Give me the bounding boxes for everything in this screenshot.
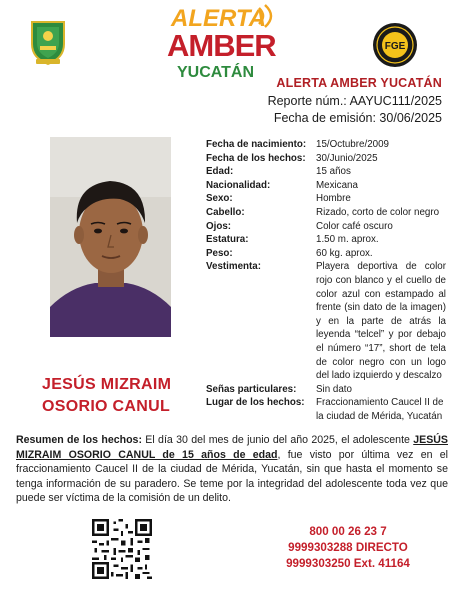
field-event-date: [206, 152, 446, 166]
person-name-line1: JESÚS MIZRAIM: [42, 376, 172, 393]
logo-amber-text: AMBER: [167, 28, 276, 63]
field-location: [206, 396, 446, 423]
field-value: 15 años: [316, 166, 351, 178]
summary-text-b: , fue visto por última vez en el fraccionamiento Caucel II de la ciudad de Mérida, Yucatán, sin que hasta el momento se tenga información de su paradero. Se teme por la integridad del adolescente toda vez que puede ser víctima de la comisión de un delito.: [16, 448, 448, 505]
field-label: Lugar de los hechos:: [206, 397, 305, 409]
field-label: Fecha de los hechos:: [206, 152, 306, 164]
alert-title: ALERTA AMBER YUCATÁN: [276, 76, 442, 90]
field-value: Fraccionamiento Caucel II de la ciudad de Mérida, Yucatán: [316, 397, 444, 422]
field-value: Playera deportiva de color rojo con blanco y el cuello de color azul con estampado al frente (sin dato de la imagen) y en la parte de atrás la leyenda “telcel” y por debajo el número “17”, short de tela de color negro con un logo del lado izquierdo y descalzo: [316, 261, 446, 382]
yucatan-shield-icon: [28, 18, 68, 66]
field-eyes: [206, 220, 446, 234]
missing-person-photo: [50, 137, 171, 337]
field-value: 1.50 m. aprox.: [316, 234, 379, 246]
field-value: 30/Junio/2025: [316, 152, 378, 164]
summary-text-a: El día 30 del mes de junio del año 2025, el adolescente: [141, 434, 414, 446]
fge-seal-icon: [372, 22, 418, 68]
phone-extension[interactable]: 9999303250 Ext. 41164: [286, 557, 410, 570]
field-birthdate: [206, 138, 446, 152]
field-nationality: [206, 179, 446, 193]
report-number: Reporte núm.: AAYUC111/2025: [267, 94, 442, 108]
field-weight: [206, 247, 446, 261]
field-label: Sexo:: [206, 193, 233, 205]
phone-toll-free[interactable]: 800 00 26 23 7: [309, 525, 387, 538]
person-details: [206, 138, 446, 423]
event-summary: [16, 433, 448, 506]
field-age: [206, 165, 446, 179]
field-hair: [206, 206, 446, 220]
portrait-icon: [50, 137, 171, 337]
field-value: Rizado, corto de color negro: [316, 206, 440, 218]
field-label: Vestimenta:: [206, 261, 261, 273]
field-value: 60 kg. aprox.: [316, 247, 373, 259]
field-label: Peso:: [206, 247, 233, 259]
field-value: Mexicana: [316, 179, 358, 191]
field-value: Hombre: [316, 193, 351, 205]
logo-region-text: YUCATÁN: [177, 64, 255, 81]
field-label: Edad:: [206, 166, 234, 178]
field-height: [206, 233, 446, 247]
field-label: Señas particulares:: [206, 383, 297, 395]
field-label: Estatura:: [206, 234, 249, 246]
field-value: Color café oscuro: [316, 220, 393, 232]
logo-alerta-text: ALERTA: [171, 5, 267, 32]
contact-phones: [258, 524, 438, 572]
qr-code-icon[interactable]: [92, 519, 152, 579]
field-label: Ojos:: [206, 220, 232, 232]
field-value: Sin dato: [316, 383, 352, 395]
field-label: Nacionalidad:: [206, 179, 271, 191]
fge-seal-text: FGE: [384, 41, 406, 52]
field-label: Fecha de nacimiento:: [206, 139, 307, 150]
field-value: 15/Octubre/2009: [316, 139, 389, 150]
field-label: Cabello:: [206, 206, 245, 218]
summary-highlight: JESÚS MIZRAIM OSORIO CANUL de 15 años de edad: [16, 434, 448, 461]
issue-date: Fecha de emisión: 30/06/2025: [273, 111, 442, 125]
field-sex: [206, 192, 446, 206]
field-clothing: [206, 260, 446, 382]
person-name-line2: OSORIO CANUL: [42, 398, 171, 415]
phone-direct[interactable]: 9999303288 DIRECTO: [288, 541, 408, 554]
alerta-amber-logo: [163, 4, 281, 84]
summary-label: Resumen de los hechos:: [16, 434, 142, 446]
field-marks: [206, 383, 446, 397]
